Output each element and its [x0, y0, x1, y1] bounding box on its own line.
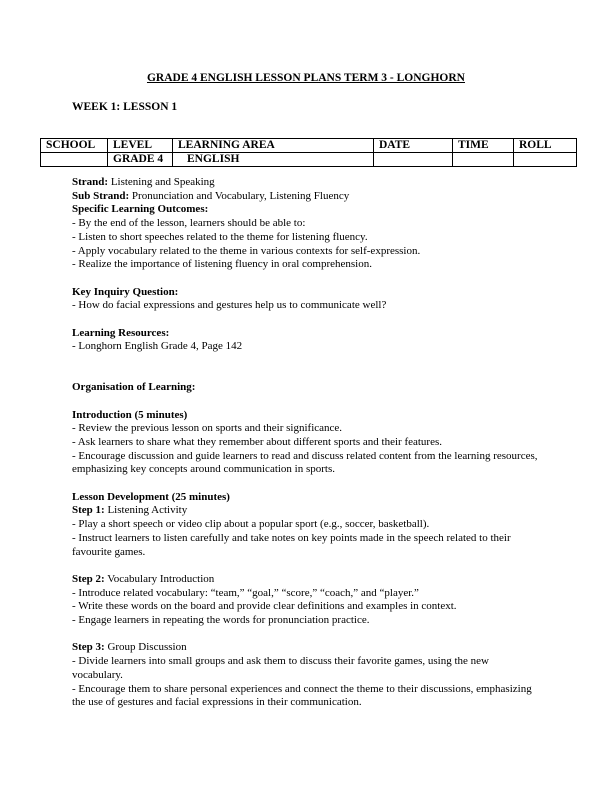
introduction-item: - Encourage discussion and guide learners to read and discuss related content from the learning resources, emphasizing key concepts around communication in sports. [72, 449, 538, 476]
value-learning-area: ENGLISH [173, 153, 374, 167]
value-school [41, 153, 108, 167]
value-level: GRADE 4 [108, 153, 173, 167]
resource-item: - Longhorn English Grade 4, Page 142 [72, 340, 243, 353]
sub-strand-value: Pronunciation and Vocabulary, Listening Fluency [129, 189, 350, 202]
inquiry-item: - How do facial expressions and gestures help us to communicate well? [72, 299, 387, 312]
outcome-item: - Apply vocabulary related to the theme in various contexts for self-expression. [72, 244, 421, 257]
week-lesson-heading: WEEK 1: LESSON 1 [72, 101, 178, 113]
step-1-title: Listening Activity [104, 504, 188, 517]
sub-strand-line [72, 190, 542, 204]
value-date [374, 153, 453, 167]
outcome-item: - Listen to short speeches related to the theme for listening fluency. [72, 230, 368, 243]
step-3-item: - Divide learners into small groups and ask them to discuss their favorite games, using the new vocabulary. [72, 655, 489, 681]
header-learning-area: LEARNING AREA [173, 139, 374, 153]
lesson-content [72, 176, 542, 710]
table-header-row [41, 139, 577, 153]
header-level: LEVEL [108, 139, 173, 153]
step-1-label: Step 1: [72, 504, 105, 517]
strand-value: Listening and Speaking [108, 176, 215, 188]
outcome-item: - Realize the importance of listening fluency in oral comprehension. [72, 258, 372, 271]
step-3-item: - Encourage them to share personal experiences and connect the theme to their discussions, emphasizing the use of gestures and facial expressions in their communication. [72, 682, 532, 709]
development-heading: Lesson Development (25 minutes) [72, 490, 230, 503]
inquiry-heading: Key Inquiry Question: [72, 285, 179, 298]
step-1-item: - Instruct learners to listen carefully and take notes on key points made in the speech related to their favourite games. [72, 531, 511, 558]
outcomes-heading: Specific Learning Outcomes: [72, 203, 209, 216]
step-2-item: - Engage learners in repeating the words for pronunciation practice. [72, 614, 370, 627]
header-school: SCHOOL [41, 139, 108, 153]
introduction-item: - Ask learners to share what they remember about different sports and their features. [72, 435, 442, 448]
step-3-title: Group Discussion [104, 641, 187, 654]
document-title: GRADE 4 ENGLISH LESSON PLANS TERM 3 - LONGHORN [146, 72, 465, 84]
step-2-line [72, 573, 542, 587]
introduction-heading: Introduction (5 minutes) [72, 408, 188, 421]
step-2-title: Vocabulary Introduction [104, 572, 215, 585]
step-3-line [72, 641, 542, 655]
step-2-label: Step 2: [72, 572, 105, 585]
strand-label: Strand: [72, 176, 109, 188]
lesson-info-table [40, 138, 577, 167]
header-time: TIME [453, 139, 514, 153]
step-1-item: - Play a short speech or video clip about a popular sport (e.g., soccer, basketball). [72, 518, 430, 531]
step-2-item: - Write these words on the board and provide clear definitions and examples in context. [72, 600, 457, 613]
outcome-item: - By the end of the lesson, learners should be able to: [72, 217, 306, 230]
resources-heading: Learning Resources: [72, 326, 170, 339]
step-2-item: - Introduce related vocabulary: “team,” “goal,” “score,” “coach,” and “player.” [72, 586, 419, 599]
table-value-row [41, 153, 577, 167]
introduction-item: - Review the previous lesson on sports and their significance. [72, 422, 343, 435]
value-time [453, 153, 514, 167]
organisation-heading: Organisation of Learning: [72, 381, 196, 394]
step-3-label: Step 3: [72, 641, 105, 654]
header-date: DATE [374, 139, 453, 153]
header-roll: ROLL [514, 139, 577, 153]
sub-strand-label: Sub Strand: [72, 189, 130, 202]
value-roll [514, 153, 577, 167]
strand-line [72, 176, 542, 190]
step-1-line [72, 504, 542, 518]
